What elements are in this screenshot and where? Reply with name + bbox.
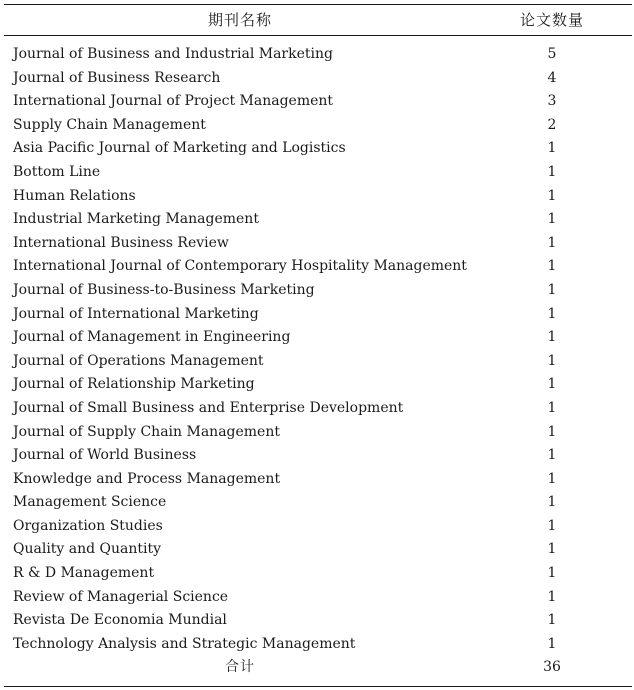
header-rule xyxy=(4,35,632,36)
total-value: 36 xyxy=(543,659,561,675)
journal-name-cell: Management Science xyxy=(13,494,167,511)
journal-name-cell: Journal of International Marketing xyxy=(13,305,259,322)
paper-count-cell: 1 xyxy=(547,588,557,605)
paper-count-cell: 1 xyxy=(547,140,557,157)
paper-count-cell: 1 xyxy=(547,352,557,369)
journal-name-cell: Journal of Small Business and Enterprise Development xyxy=(13,399,404,416)
journal-name-cell: Journal of Operations Management xyxy=(13,352,264,369)
table-row xyxy=(0,90,634,114)
table-row xyxy=(0,444,634,468)
paper-count-cell: 1 xyxy=(547,211,557,228)
paper-count-cell: 1 xyxy=(547,329,557,346)
table-row xyxy=(0,137,634,161)
header-journal-name: 期刊名称 xyxy=(207,11,272,29)
journal-name-cell: Journal of Supply Chain Management xyxy=(13,423,280,440)
journal-name-cell: R & D Management xyxy=(13,565,155,582)
table-row xyxy=(0,208,634,232)
paper-count-cell: 1 xyxy=(547,612,557,629)
paper-count-cell: 1 xyxy=(547,447,557,464)
table-row xyxy=(0,279,634,303)
paper-count-cell: 1 xyxy=(547,258,557,275)
journal-name-cell: Journal of Business and Industrial Marketing xyxy=(13,46,333,62)
bottom-rule xyxy=(4,686,632,687)
table-row xyxy=(0,586,634,610)
journal-name-cell: Journal of Management in Engineering xyxy=(13,329,291,346)
paper-count-cell: 1 xyxy=(547,635,557,652)
journal-name-cell: Supply Chain Management xyxy=(13,116,206,133)
paper-count-cell: 1 xyxy=(547,399,557,416)
table-row xyxy=(0,350,634,374)
table-row xyxy=(0,303,634,327)
table-row xyxy=(0,161,634,185)
table-row xyxy=(0,326,634,350)
paper-count-cell: 1 xyxy=(547,376,557,393)
paper-count-cell: 1 xyxy=(547,234,557,251)
paper-count-cell: 1 xyxy=(547,517,557,534)
table-row xyxy=(0,373,634,397)
total-label: 合计 xyxy=(225,659,255,675)
paper-count-cell: 1 xyxy=(547,494,557,511)
table-row xyxy=(0,114,634,138)
journal-name-cell: Technology Analysis and Strategic Management xyxy=(13,635,356,652)
journal-name-cell: Journal of Relationship Marketing xyxy=(13,376,255,393)
journal-name-cell: Bottom Line xyxy=(13,163,101,180)
table-body xyxy=(0,43,634,656)
table-row xyxy=(0,67,634,91)
total-row xyxy=(0,655,634,679)
journal-name-cell: Human Relations xyxy=(13,187,136,204)
paper-count-cell: 1 xyxy=(547,305,557,322)
journal-name-cell: International Business Review xyxy=(13,234,229,251)
table-row xyxy=(0,538,634,562)
journal-name-cell: Asia Pacific Journal of Marketing and Logistics xyxy=(13,140,346,157)
journal-name-cell: Quality and Quantity xyxy=(13,541,162,558)
table-row xyxy=(0,609,634,633)
journal-name-cell: Review of Managerial Science xyxy=(13,588,229,605)
journal-name-cell: International Journal of Contemporary Hospitality Management xyxy=(13,258,467,275)
journal-name-cell: International Journal of Project Management xyxy=(13,93,334,110)
table-row xyxy=(0,562,634,586)
table-row xyxy=(0,515,634,539)
journal-name-cell: Journal of World Business xyxy=(13,447,197,464)
journal-name-cell: Revista De Economia Mundial xyxy=(13,612,227,629)
journal-name-cell: Journal of Business-to-Business Marketing xyxy=(13,281,315,298)
table-row xyxy=(0,185,634,209)
table-row xyxy=(0,255,634,279)
paper-count-cell: 1 xyxy=(547,541,557,558)
table-row xyxy=(0,491,634,515)
paper-count-cell: 5 xyxy=(547,46,557,62)
paper-count-cell: 1 xyxy=(547,470,557,487)
paper-count-cell: 4 xyxy=(547,69,557,86)
journal-name-cell: Organization Studies xyxy=(13,517,163,534)
table-row xyxy=(0,232,634,256)
paper-count-cell: 1 xyxy=(547,423,557,440)
paper-count-cell: 1 xyxy=(547,281,557,298)
table-header xyxy=(0,6,634,34)
table-row xyxy=(0,43,634,67)
paper-count-cell: 2 xyxy=(547,116,557,133)
journal-name-cell: Industrial Marketing Management xyxy=(13,211,259,228)
header-paper-count: 论文数量 xyxy=(519,11,584,29)
paper-count-cell: 1 xyxy=(547,187,557,204)
table-row xyxy=(0,468,634,492)
journal-name-cell: Knowledge and Process Management xyxy=(13,470,281,487)
table-row xyxy=(0,421,634,445)
paper-count-cell: 3 xyxy=(547,93,557,110)
table-row xyxy=(0,633,634,657)
paper-count-cell: 1 xyxy=(547,565,557,582)
paper-count-cell: 1 xyxy=(547,163,557,180)
table-row xyxy=(0,397,634,421)
top-rule xyxy=(4,4,632,5)
journal-name-cell: Journal of Business Research xyxy=(13,69,221,86)
